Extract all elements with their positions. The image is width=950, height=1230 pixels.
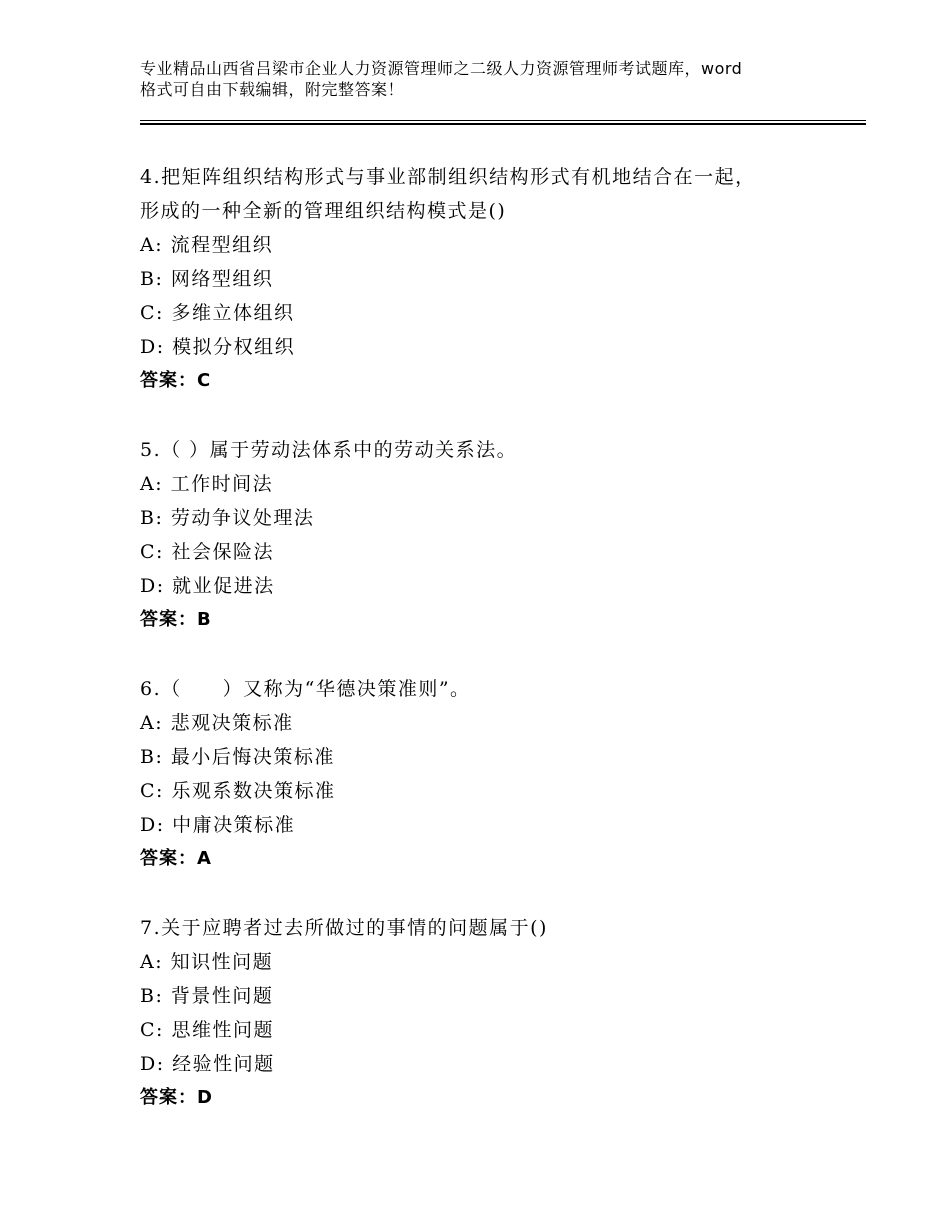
- question-stem-line: 7.关于应聘者过去所做过的事情的问题属于(): [140, 917, 548, 939]
- question-5: [140, 433, 840, 637]
- question-4: [140, 160, 840, 398]
- document-header: [140, 58, 830, 100]
- answer-label: 答案：A: [140, 848, 212, 869]
- option-b: B: 劳动争议处理法: [140, 507, 315, 529]
- option-c: C: 乐观系数决策标准: [140, 780, 336, 802]
- question-7: [140, 911, 840, 1115]
- option-c: C: 多维立体组织: [140, 302, 295, 324]
- header-divider-thick: [140, 123, 866, 125]
- question-stem-line: 4.把矩阵组织结构形式与事业部制组织结构形式有机地结合在一起，: [140, 166, 756, 188]
- option-a: A: 悲观决策标准: [140, 712, 294, 734]
- answer-label: 答案：D: [140, 1087, 213, 1108]
- option-a: A: 工作时间法: [140, 473, 274, 495]
- header-line-2: 格式可自由下载编辑，附完整答案！: [140, 80, 405, 99]
- option-d: D: 模拟分权组织: [140, 336, 296, 358]
- answer-label: 答案：C: [140, 370, 212, 391]
- option-a: A: 知识性问题: [140, 951, 274, 973]
- question-stem-line: 形成的一种全新的管理组织结构模式是(): [140, 200, 507, 222]
- answer-label: 答案：B: [140, 609, 212, 630]
- header-line-1: 专业精品山西省吕梁市企业人力资源管理师之二级人力资源管理师考试题库，word: [140, 59, 743, 78]
- question-stem-line: 5.（ ）属于劳动法体系中的劳动关系法。: [140, 439, 518, 461]
- option-d: D: 中庸决策标准: [140, 814, 296, 836]
- option-b: B: 背景性问题: [140, 985, 274, 1007]
- option-a: A: 流程型组织: [140, 234, 274, 256]
- question-stem-line: 6.（ ）又称为“华德决策准则”。: [140, 678, 471, 700]
- option-d: D: 就业促进法: [140, 575, 275, 597]
- header-divider-thin: [140, 120, 866, 121]
- option-d: D: 经验性问题: [140, 1053, 275, 1075]
- option-c: C: 思维性问题: [140, 1019, 274, 1041]
- option-c: C: 社会保险法: [140, 541, 274, 563]
- option-b: B: 网络型组织: [140, 268, 274, 290]
- question-6: [140, 672, 840, 876]
- option-b: B: 最小后悔决策标准: [140, 746, 335, 768]
